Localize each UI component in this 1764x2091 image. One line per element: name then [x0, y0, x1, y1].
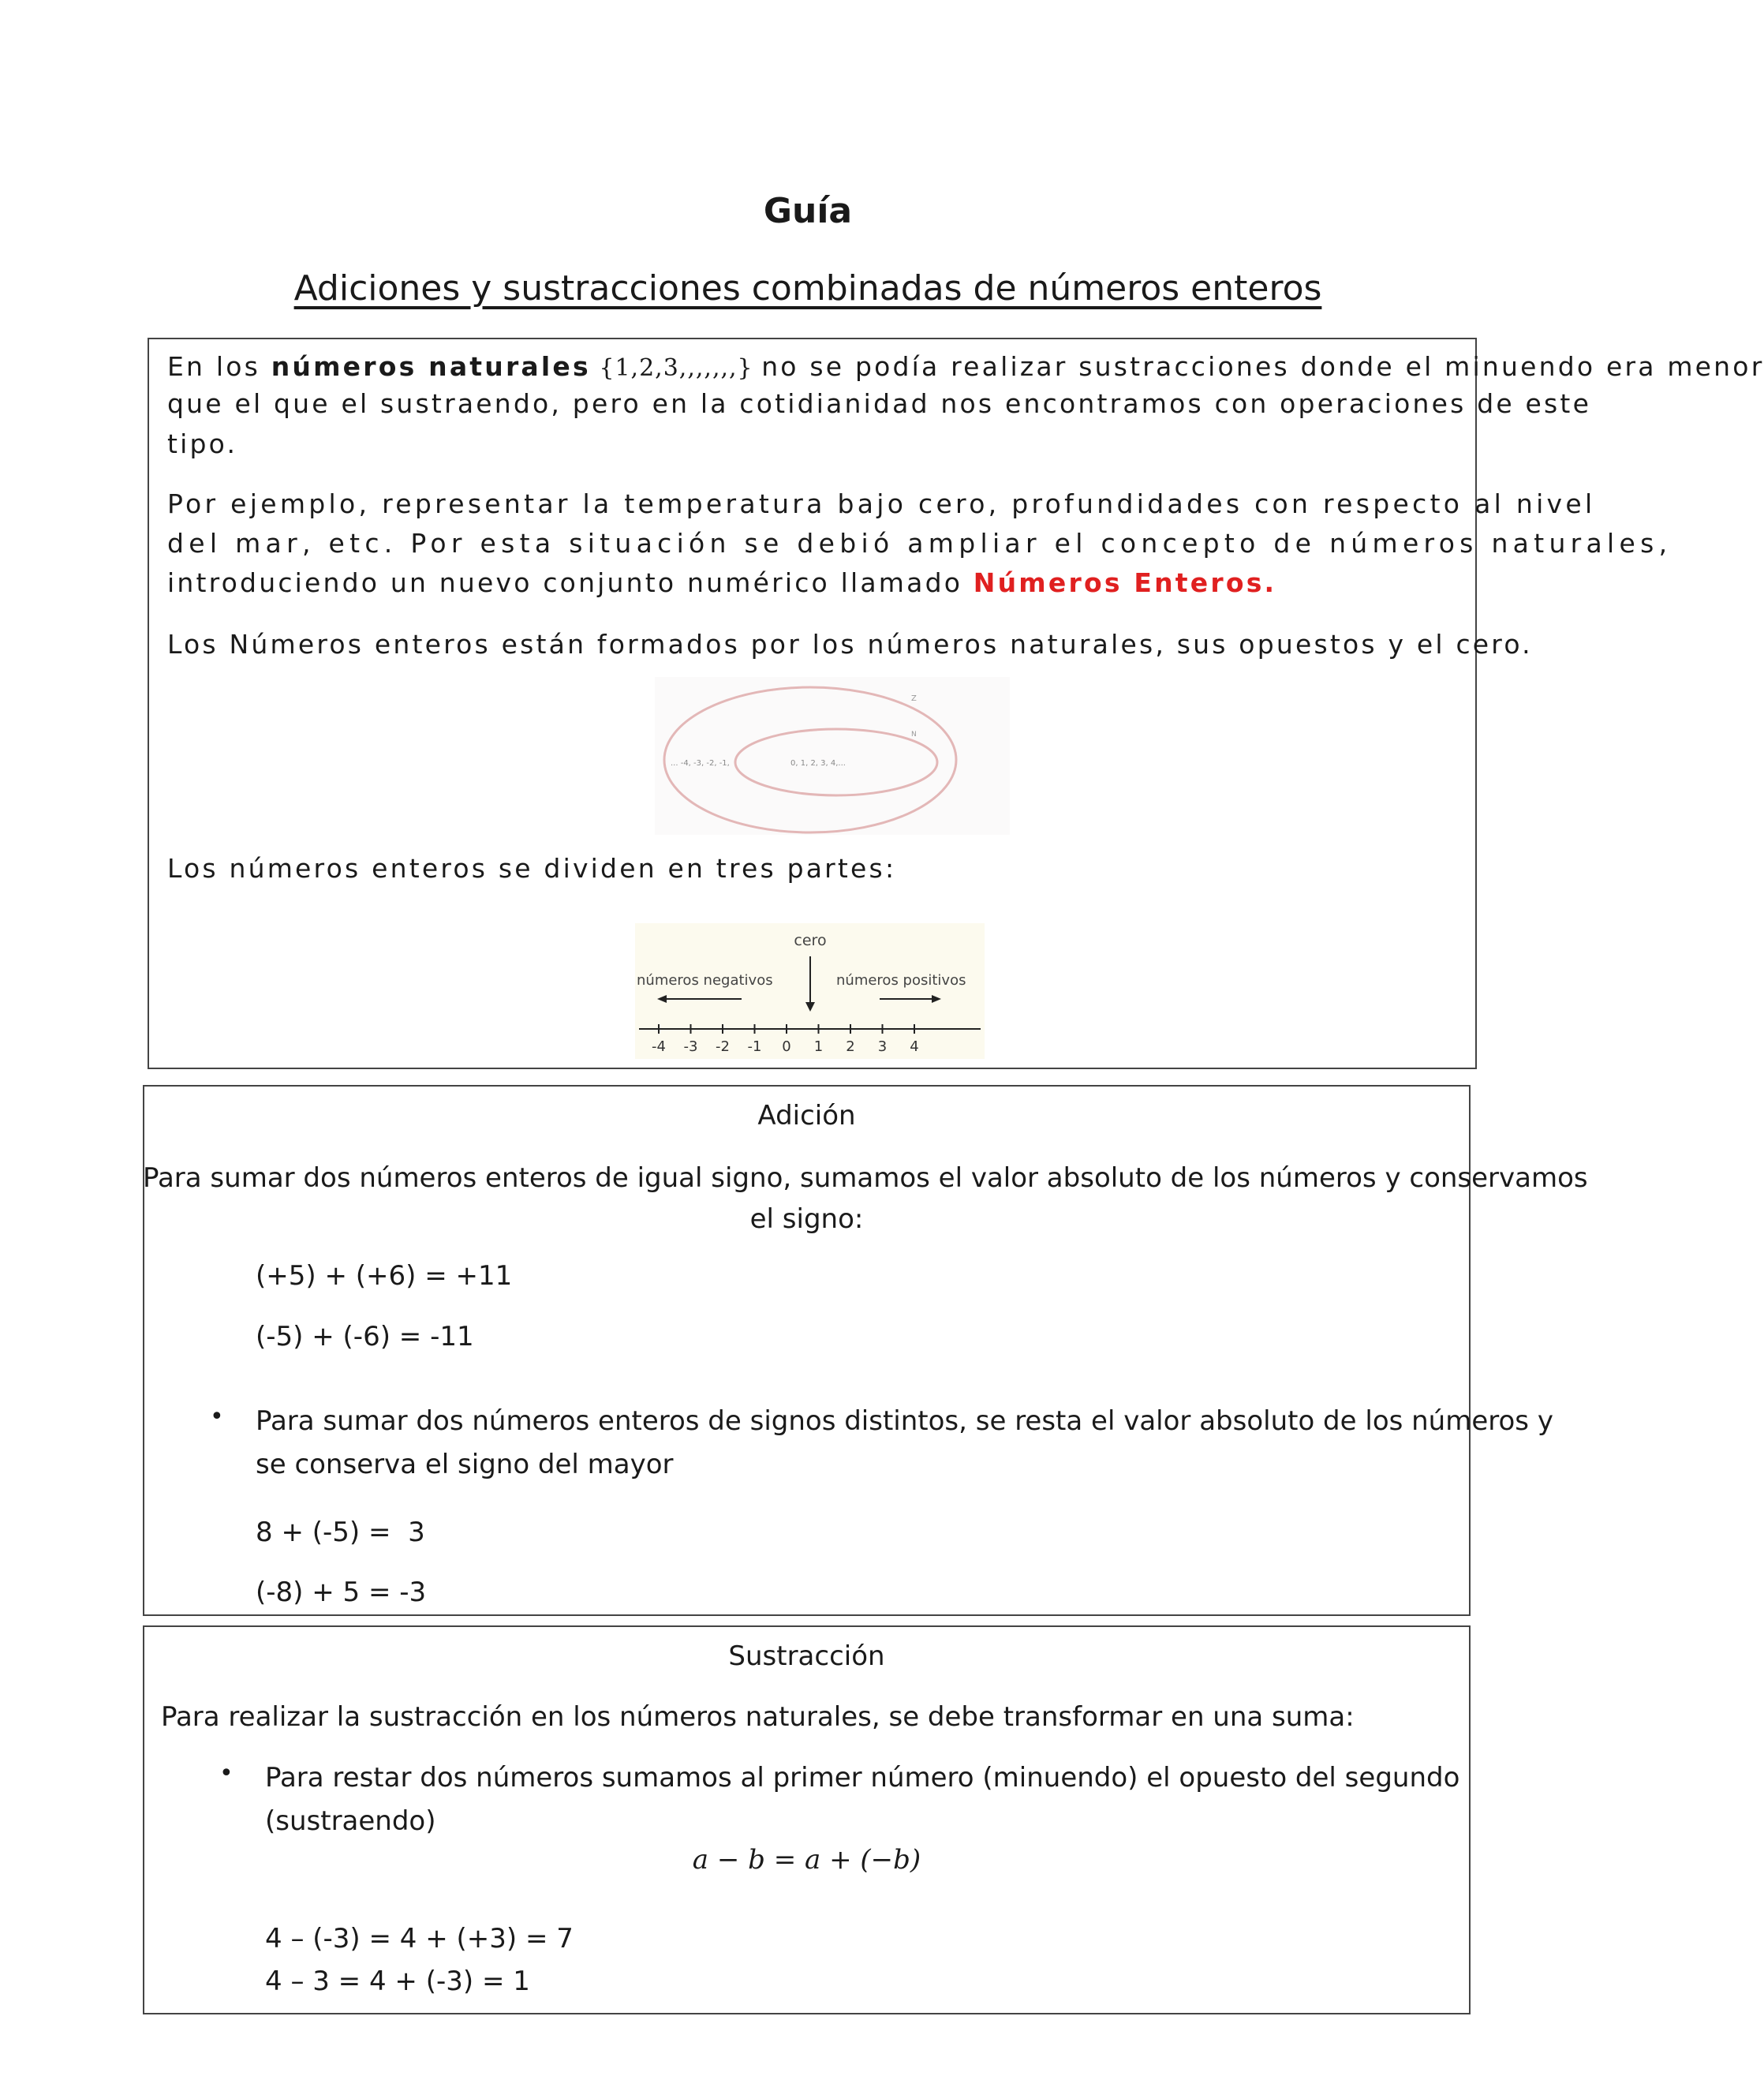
number-line-tick-label: 4	[910, 1038, 919, 1055]
integers-term: Números Enteros	[973, 567, 1265, 598]
intro-paragraph-1-line-3: tipo.	[167, 428, 238, 459]
bullet-icon: •	[219, 1760, 234, 1787]
page-title: Guía	[763, 191, 853, 231]
intro-text: En los	[167, 351, 271, 382]
positives-label: números positivos	[836, 972, 966, 989]
zero-label: cero	[794, 932, 827, 949]
subtraction-example-2: 4 – 3 = 4 + (-3) = 1	[265, 1966, 530, 1997]
subtraction-rule-line-1: Para restar dos números sumamos al primer número (minuendo) el opuesto del segundo	[265, 1762, 1460, 1794]
addition-example-3: 8 + (-5) = 3	[256, 1517, 425, 1548]
subtraction-heading: Sustracción	[728, 1640, 885, 1672]
subtraction-example-1: 4 – (-3) = 4 + (+3) = 7	[265, 1923, 574, 1954]
negative-sequence: ... -4, -3, -2, -1,	[671, 759, 730, 768]
number-line-tick-label: 3	[877, 1038, 888, 1055]
negatives-label: números negativos	[637, 972, 773, 989]
subtraction-formula: a − b = a + (−b)	[692, 1844, 921, 1876]
intro-paragraph-2-line-1: Por ejemplo, representar la temperatura bajo cero, profundidades con respecto al nivel	[167, 488, 1596, 519]
number-line-tick-label: -3	[683, 1038, 698, 1055]
number-line-figure	[635, 923, 985, 1059]
intro-paragraph-2-line-3	[167, 563, 1276, 603]
addition-example-2: (-5) + (-6) = -11	[256, 1321, 474, 1352]
natural-sequence: 0, 1, 2, 3, 4,...	[790, 759, 846, 768]
addition-example-4: (-8) + 5 = -3	[256, 1577, 427, 1608]
intro-paragraph-3: Los Números enteros están formados por los números naturales, sus opuestos y el cero.	[167, 629, 1533, 660]
intro-text: .	[1264, 567, 1277, 598]
addition-rule-2-line-1: Para sumar dos números enteros de signos distintos, se resta el valor absoluto de los números y	[256, 1405, 1553, 1437]
addition-example-1: (+5) + (+6) = +11	[256, 1260, 513, 1292]
intro-paragraph-4: Los números enteros se dividen en tres partes:	[167, 853, 897, 884]
number-line-tick-label: -2	[716, 1038, 730, 1055]
set-n-label: N	[911, 731, 917, 739]
page-subtitle: Adiciones y sustracciones combinadas de números enteros	[293, 268, 1322, 309]
bullet-icon: •	[210, 1403, 224, 1431]
intro-text: no se podía realizar sustracciones donde el minuendo era menor	[761, 351, 1764, 382]
addition-heading: Adición	[757, 1100, 856, 1132]
subtraction-intro: Para realizar la sustracción en los números naturales, se debe transformar en una suma:	[161, 1701, 1355, 1733]
number-line-tick-label: 0	[782, 1038, 791, 1055]
number-line-tick-label: -4	[652, 1038, 666, 1055]
natural-set: {1,2,3,,,,,,,}	[590, 354, 762, 382]
sets-diagram	[655, 677, 1010, 835]
set-z-label: Z	[911, 694, 917, 703]
intro-bold-term: números naturales	[271, 351, 591, 382]
intro-paragraph-1-line-2: que el que el sustraendo, pero en la cotidianidad nos encontramos con operaciones de este	[167, 388, 1592, 419]
intro-paragraph-1-line-1	[167, 347, 1764, 388]
addition-rule-2-line-2: se conserva el signo del mayor	[256, 1449, 674, 1480]
intro-paragraph-2-line-2: del mar, etc. Por esta situación se debió ampliar el concepto de números naturales,	[167, 528, 1672, 559]
number-line-tick-label: 2	[846, 1038, 855, 1055]
number-line-tick-label: 1	[813, 1038, 824, 1055]
intro-text: introduciendo un nuevo conjunto numérico llamado	[167, 567, 974, 598]
number-line-tick-label: -1	[747, 1038, 762, 1055]
addition-rule-1-line-1: Para sumar dos números enteros de igual signo, sumamos el valor absoluto de los números y conservamos	[143, 1162, 1588, 1194]
subtraction-rule-line-2: (sustraendo)	[265, 1805, 436, 1837]
zero-arrowhead	[805, 1002, 815, 1012]
addition-rule-1-line-2: el signo:	[749, 1203, 864, 1235]
